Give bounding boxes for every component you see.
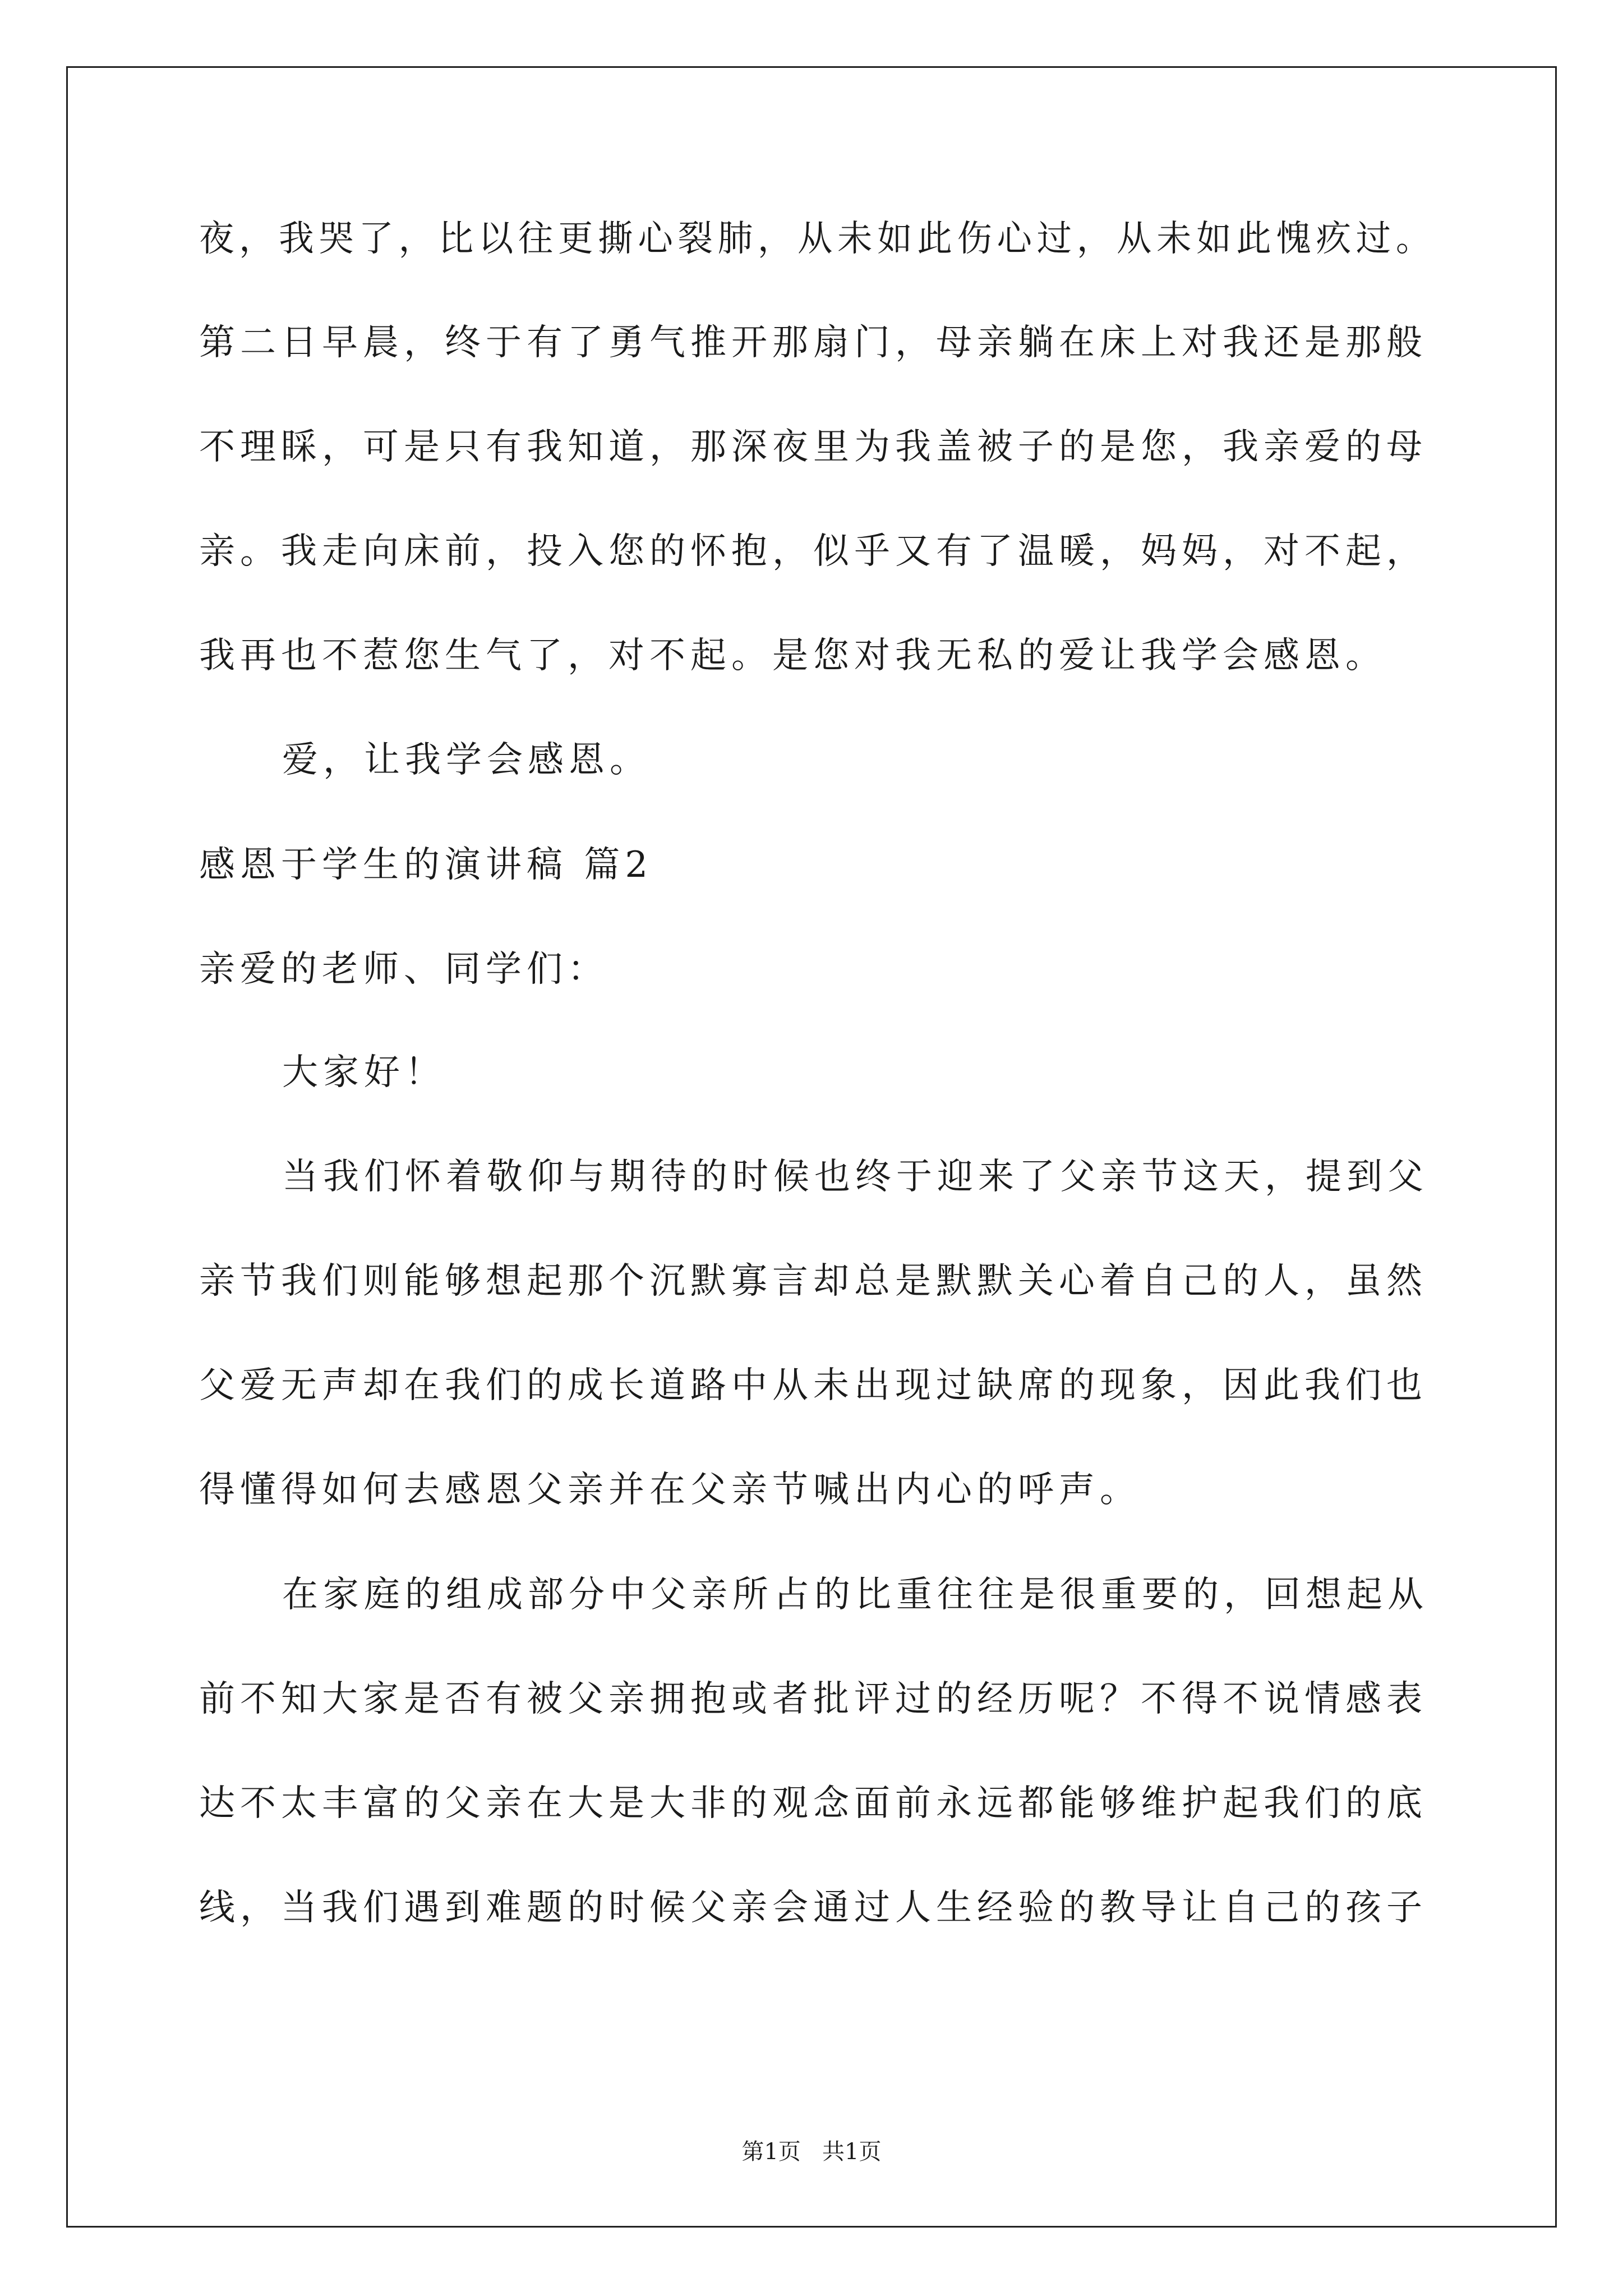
text-line: 亲。我走向床前，投入您的怀抱，似乎又有了温暖，妈妈，对不起， [199, 531, 1427, 572]
text-line: 夜，我哭了，比以往更撕心裂肺，从未如此伤心过，从未如此愧疚过。 [199, 218, 1436, 260]
greeting: 大家好！ [282, 1052, 446, 1093]
page-number: 第1页 共1页 [741, 2139, 882, 2165]
text-line: 第二日早晨，终于有了勇气推开那扇门，母亲躺在床上对我还是那般 [199, 322, 1427, 364]
text-line: 父爱无声却在我们的成长道路中从未出现过缺席的现象，因此我们也 [199, 1365, 1427, 1406]
text-line: 线，当我们遇到难题的时候父亲会通过人生经验的教导让自己的孩子 [199, 1887, 1427, 1929]
text-line: 得懂得如何去感恩父亲并在父亲节喊出内心的呼声。 [199, 1469, 1141, 1511]
section-heading: 感恩于学生的演讲稿 篇2 [199, 844, 653, 886]
text-line: 我再也不惹您生气了，对不起。是您对我无私的爱让我学会感恩。 [199, 635, 1386, 677]
text-line: 前不知大家是否有被父亲拥抱或者批评过的经历呢？不得不说情感表 [199, 1678, 1427, 1720]
text-line: 亲节我们则能够想起那个沉默寡言却总是默默关心着自己的人，虽然 [199, 1260, 1427, 1302]
text-line: 不理睬，可是只有我知道，那深夜里为我盖被子的是您，我亲爱的母 [199, 426, 1427, 468]
salutation: 亲爱的老师、同学们： [199, 949, 608, 990]
text-line: 在家庭的组成部分中父亲所占的比重往往是很重要的，回想起从 [282, 1574, 1428, 1616]
text-line: 爱，让我学会感恩。 [282, 739, 651, 781]
text-line: 达不太丰富的父亲在大是大非的观念面前永远都能够维护起我们的底 [199, 1783, 1427, 1824]
text-line: 当我们怀着敬仰与期待的时候也终于迎来了父亲节这天，提到父 [282, 1156, 1428, 1198]
